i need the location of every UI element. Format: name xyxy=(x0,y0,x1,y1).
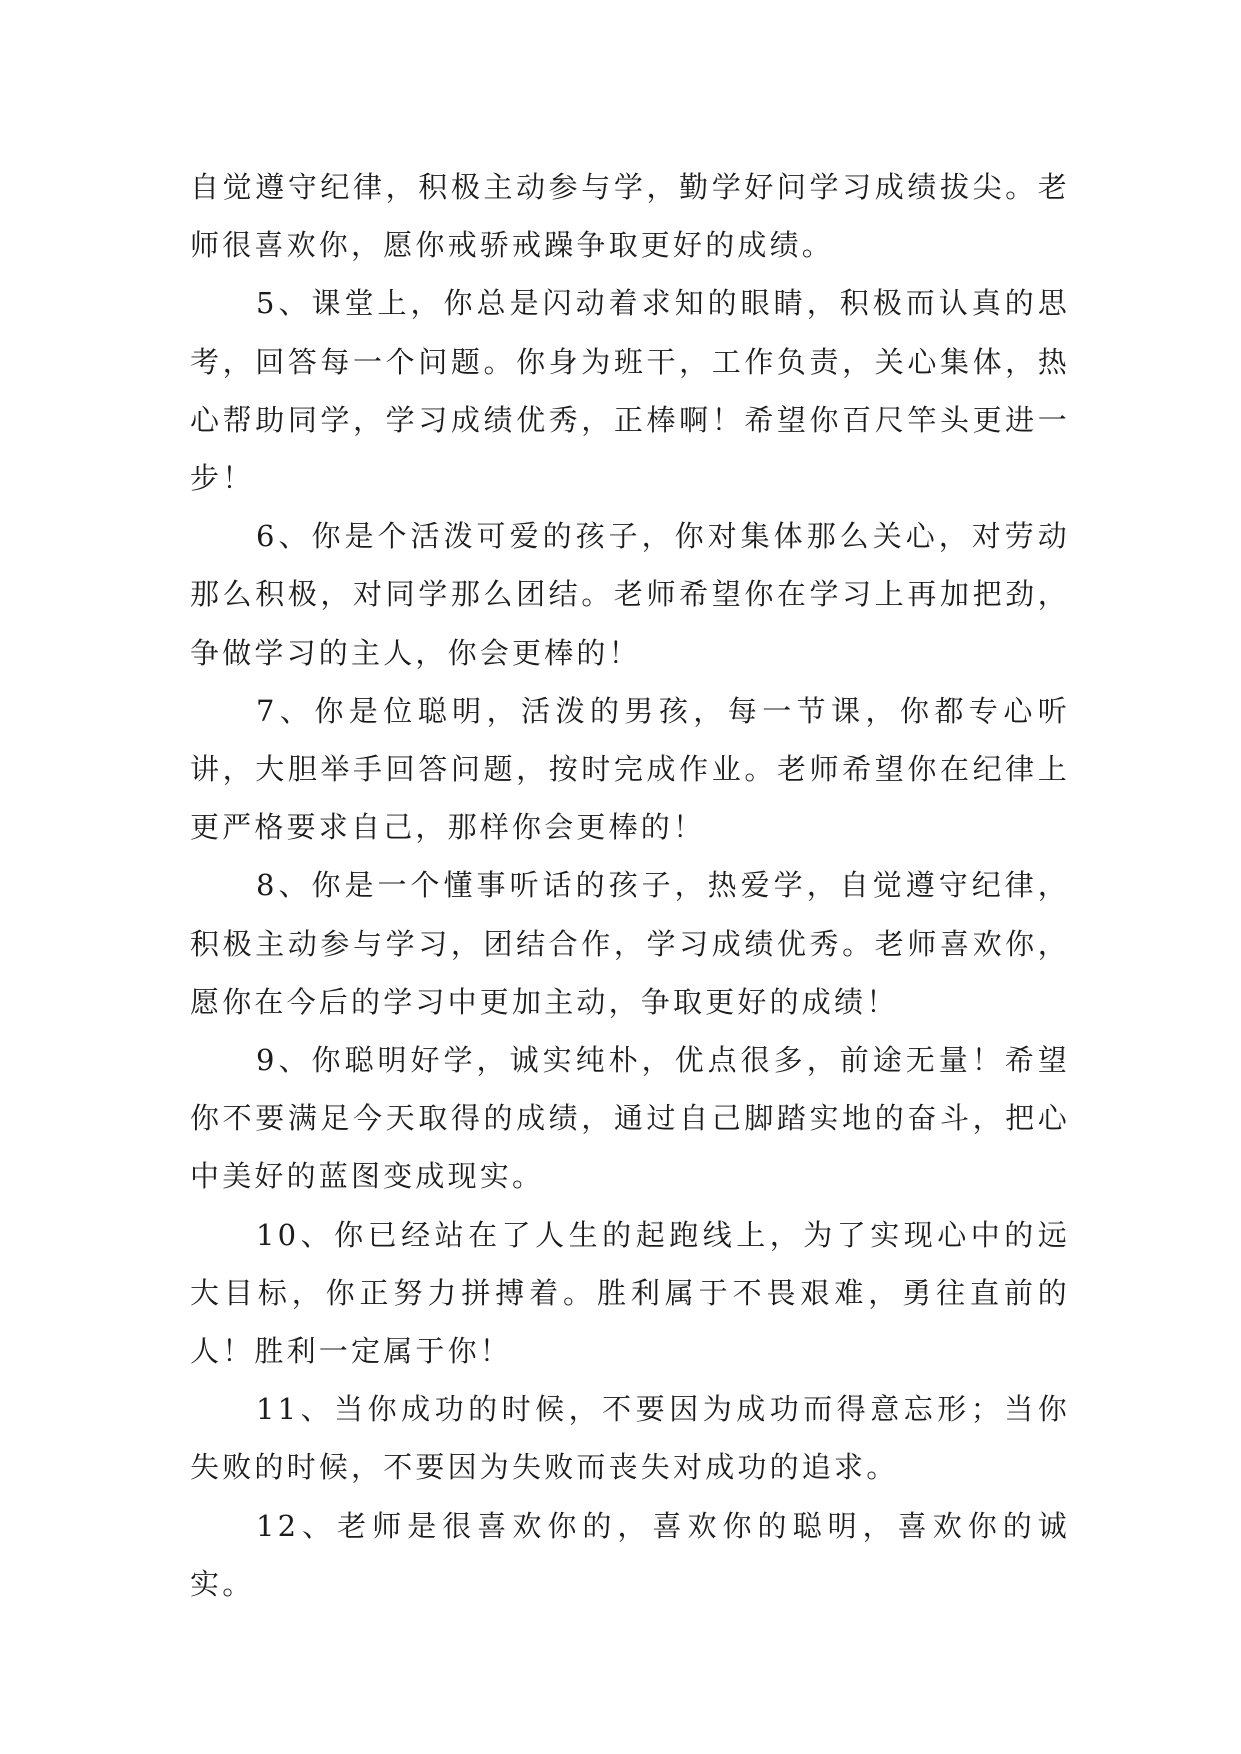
paragraph-11: 11、当你成功的时候，不要因为成功而得意忘形；当你失败的时候，不要因为失败而丧失对成功的追求。 xyxy=(190,1392,1070,1485)
paragraph-continuation: 自觉遵守纪律，积极主动参与学，勤学好问学习成绩拔尖。老师很喜欢你，愿你戒骄戒躁争取更好的成绩。 xyxy=(190,170,1070,263)
paragraph-12: 12、老师是很喜欢你的，喜欢你的聪明，喜欢你的诚实。 xyxy=(190,1508,1070,1601)
paragraph-6: 6、你是个活泼可爱的孩子，你对集体那么关心，对劳动那么积极，对同学那么团结。老师希望你在学习上再加把劲，争做学习的主人，你会更棒的！ xyxy=(190,519,1070,670)
paragraph-7: 7、你是位聪明，活泼的男孩，每一节课，你都专心听讲，大胆举手回答问题，按时完成作业。老师希望你在纪律上更严格要求自己，那样你会更棒的！ xyxy=(190,693,1070,845)
document-body xyxy=(190,158,1070,1613)
paragraph-5: 5、课堂上，你总是闪动着求知的眼睛，积极而认真的思考，回答每一个问题。你身为班干，工作负责，关心集体，热心帮助同学，学习成绩优秀，正棒啊！希望你百尺竿头更进一步！ xyxy=(190,286,1070,496)
paragraph-9: 9、你聪明好学，诚实纯朴，优点很多，前途无量！希望你不要满足今天取得的成绩，通过自己脚踏实地的奋斗，把心中美好的蓝图变成现实。 xyxy=(190,1043,1070,1194)
paragraph-8: 8、你是一个懂事听话的孩子，热爱学，自觉遵守纪律，积极主动参与学习，团结合作，学习成绩优秀。老师喜欢你，愿你在今后的学习中更加主动，争取更好的成绩！ xyxy=(190,868,1070,1019)
paragraph-10: 10、你已经站在了人生的起跑线上，为了实现心中的远大目标，你正努力拼搏着。胜利属于不畏艰难，勇往直前的人！胜利一定属于你！ xyxy=(190,1217,1070,1369)
